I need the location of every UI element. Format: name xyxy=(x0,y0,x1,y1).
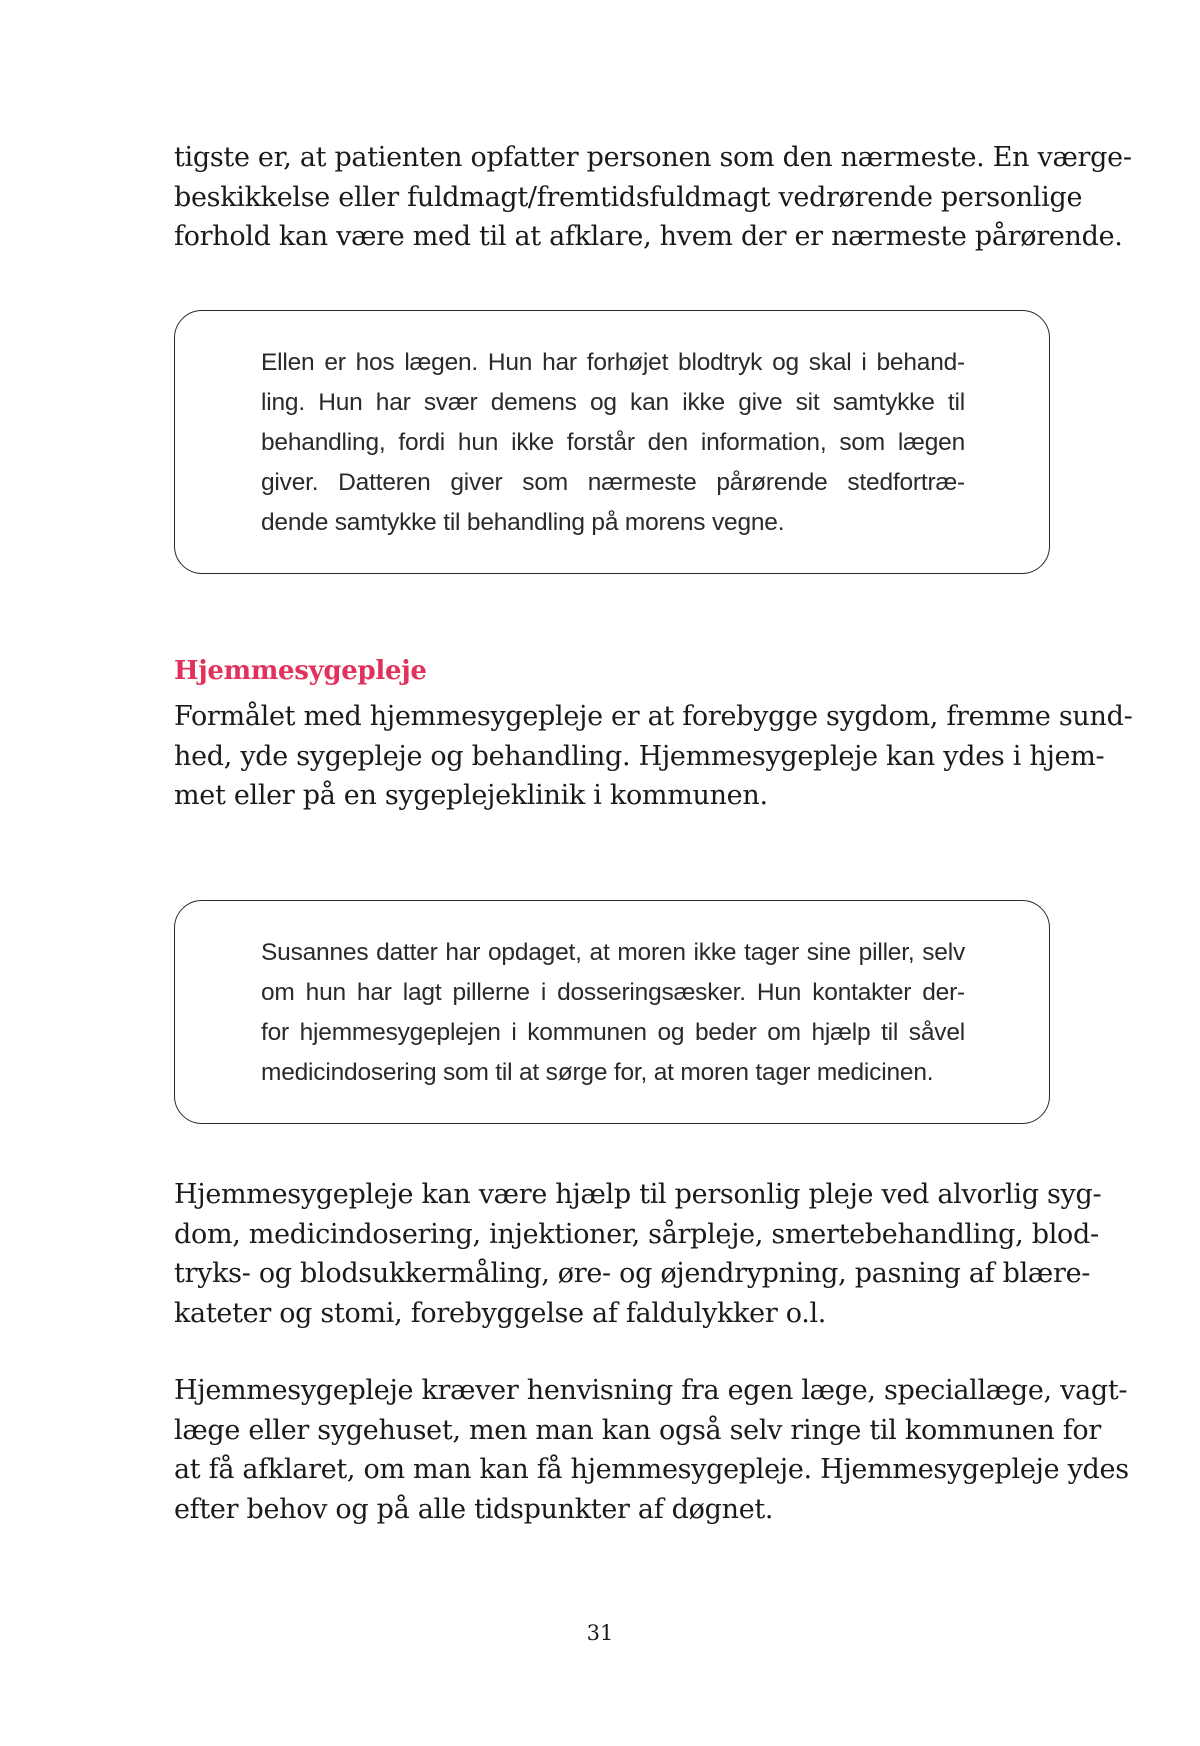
example-text xyxy=(261,343,965,543)
text-line: hed, yde sygepleje og behandling. Hjemmesygepleje kan ydes i hjem- xyxy=(174,740,1105,772)
text-line: behandling, fordi hun ikke forstår den information, som lægen xyxy=(261,429,965,456)
text-line: om hun har lagt pillerne i dosseringsæsker. Hun kontakter der- xyxy=(261,979,965,1006)
text-line: dom, medicindosering, injektioner, sårpleje, smertebehandling, blod- xyxy=(174,1218,1099,1250)
text-line: Susannes datter har opdaget, at moren ikke tager sine piller, selv xyxy=(261,939,965,966)
text-line: Ellen er hos lægen. Hun har forhøjet blodtryk og skal i behand- xyxy=(261,349,965,376)
text-line: Hjemmesygepleje kræver henvisning fra egen læge, speciallæge, vagt- xyxy=(174,1375,1128,1406)
text-line: Formålet med hjemmesygepleje er at forebygge sygdom, fremme sund- xyxy=(174,701,1133,732)
text-line: at få afklaret, om man kan få hjemmesygepleje. Hjemmesygepleje ydes xyxy=(174,1454,1129,1485)
text-line: efter behov og på alle tidspunkter af døgnet. xyxy=(174,1493,774,1525)
text-line: giver. Datteren giver som nærmeste pårørende stedfortræ- xyxy=(261,469,965,496)
example-box-susanne xyxy=(174,900,1050,1124)
page-number: 31 xyxy=(586,1621,614,1645)
section-heading: Hjemmesygepleje xyxy=(174,656,427,686)
text-line: ling. Hun har svær demens og kan ikke give sit samtykke til xyxy=(261,389,965,416)
paragraph-home-nursing-purpose xyxy=(174,697,1133,816)
text-line: medicindosering som til at sørge for, at moren tager medicinen. xyxy=(261,1059,934,1086)
example-text xyxy=(261,933,965,1093)
example-box-ellen xyxy=(174,310,1050,574)
text-line: Hjemmesygepleje kan være hjælp til personlig pleje ved alvorlig syg- xyxy=(174,1179,1102,1210)
paragraph-referral xyxy=(174,1371,1129,1529)
text-line: met eller på en sygeplejeklinik i kommunen. xyxy=(174,780,768,811)
text-line: tryks- og blodsukkermåling, øre- og øjendrypning, pasning af blære- xyxy=(174,1258,1091,1289)
text-line: dende samtykke til behandling på morens vegne. xyxy=(261,509,785,536)
text-line: læge eller sygehuset, men man kan også selv ringe til kommunen for xyxy=(174,1414,1101,1446)
text-line: for hjemmesygeplejen i kommunen og beder om hjælp til såvel xyxy=(261,1019,965,1046)
paragraph-services xyxy=(174,1175,1102,1333)
text-line: beskikkelse eller fuldmagt/fremtidsfuldmagt vedrørende personlige xyxy=(174,181,1083,213)
text-line: tigste er, at patienten opfatter personen som den nærmeste. En værge- xyxy=(174,142,1132,173)
text-line: forhold kan være med til at afklare, hvem der er nærmeste pårørende. xyxy=(174,221,1123,252)
paragraph-nearest-relative xyxy=(174,138,1132,257)
text-line: kateter og stomi, forebyggelse af faldulykker o.l. xyxy=(174,1297,827,1329)
